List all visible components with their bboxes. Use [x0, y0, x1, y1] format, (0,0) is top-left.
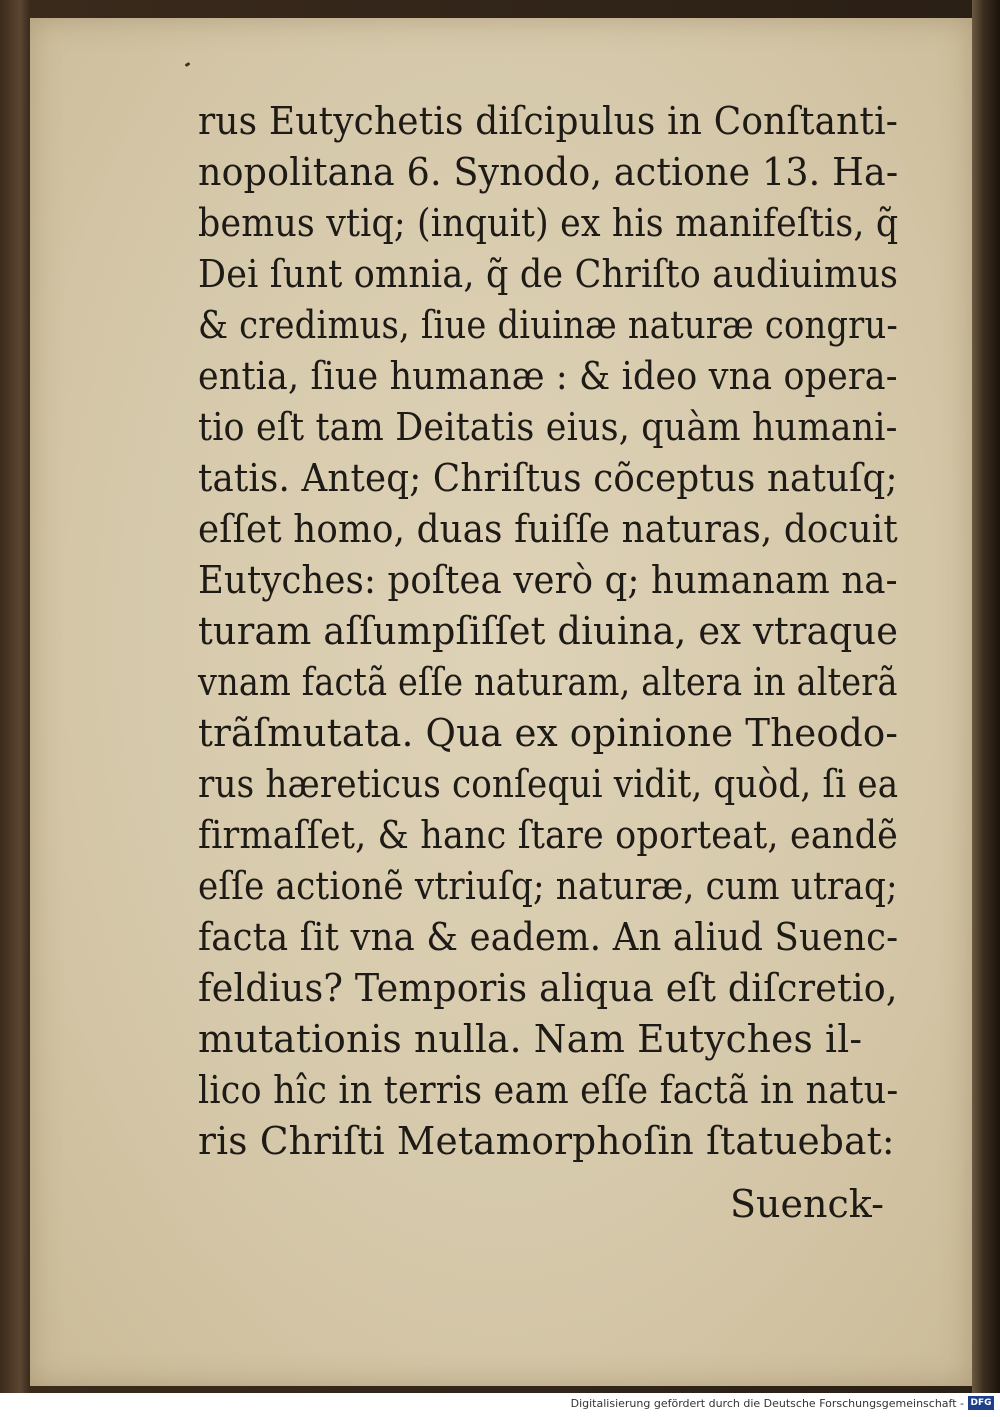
text-line: tatis. Anteq; Chriſtus cõceptus natuſq;: [198, 456, 898, 500]
text-line: Dei ſunt omnia, q̃ de Chriſto audiuimus: [198, 252, 899, 296]
text-line: entia, ſiue humanæ : & ideo vna opera-: [198, 354, 898, 398]
text-line: ris Chriſti Metamorphoſin ſtatuebat:: [198, 1119, 895, 1163]
text-line: vnam factã eſſe naturam, altera in alterã: [198, 660, 898, 704]
text-line: feldius? Temporis aliqua eſt diſcretio,: [198, 966, 898, 1010]
text-line: tio eſt tam Deitatis eius, quàm humani-: [198, 405, 898, 449]
text-line: firmaſſet, & hanc ſtare oporteat, eandẽ: [198, 813, 898, 857]
text-line: turam aſſumpſiſſet diuina, ex vtraque: [198, 609, 899, 653]
text-line: eſſet homo, duas fuiſſe naturas, docuit: [198, 507, 898, 551]
text-line: rus Eutychetis diſcipulus in Conſtanti-: [198, 99, 899, 143]
text-line: bemus vtiq; (inquit) ex his manifeſtis, q̃: [198, 201, 899, 245]
text-line: & credimus, ſiue diuinæ naturæ congru-: [198, 303, 898, 347]
text-line: Eutyches: poſtea verò q; humanam na-: [198, 558, 898, 602]
text-line: nopolitana 6. Synodo, actione 13. Ha-: [198, 150, 899, 194]
book-edge: [972, 0, 1000, 1393]
dfg-logo: DFG: [968, 1396, 994, 1410]
text-line: mutationis nulla. Nam Eutyches il-: [198, 1017, 863, 1061]
text-line: eſſe actionẽ vtriuſq; naturæ, cum utraq;: [198, 864, 898, 908]
funding-credit: Digitalisierung gefördert durch die Deutsche Forschungsgemeinschaft -: [570, 1397, 964, 1410]
text-line: rus hæreticus conſequi vidit, quòd, ſi ea: [198, 762, 899, 806]
page-text: [198, 96, 908, 1167]
text-line: trãſmutata. Qua ex opinione Theodo-: [198, 711, 899, 755]
text-line: lico hîc in terris eam eſſe factã in natu-: [198, 1068, 899, 1112]
text-line: facta ſit vna & eadem. An aliud Suenc-: [198, 915, 899, 959]
ink-speck: [185, 62, 191, 67]
catchword: Suenck-: [730, 1182, 884, 1226]
